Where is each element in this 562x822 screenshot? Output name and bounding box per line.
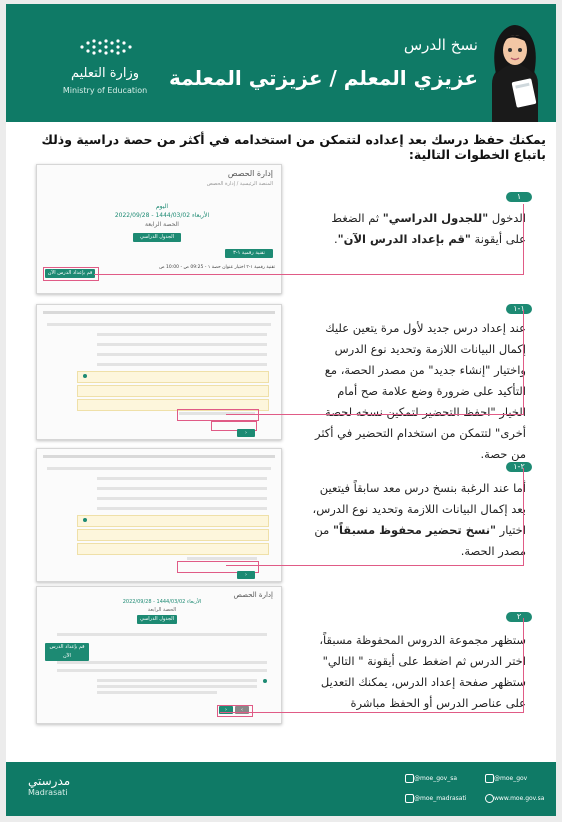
footer-banner <box>6 762 556 816</box>
schedule-button[interactable]: الجدول الدراسي <box>133 233 181 242</box>
step-2-text <box>308 630 526 714</box>
screenshot-date: الأربعاء 1444/03/02 - 2022/09/28 <box>114 212 210 219</box>
social-twitter-2[interactable] <box>402 794 467 803</box>
header-title: عزيزي المعلم / عزيزتي المعلمة <box>168 66 478 90</box>
step-badge: ١-١ <box>506 304 532 314</box>
text-part: ستظهر مجموعة الدروس المحفوظة مسبقاً، اختر الدرس ثم اضغط على أيقونة " التالي" <box>319 633 526 668</box>
screenshot-title: إدارة الحصص <box>227 169 273 178</box>
schedule-button[interactable]: الجدول الدراسي <box>137 615 177 624</box>
teacher-avatar-icon <box>484 14 546 122</box>
ministry-name-en: Ministry of Education <box>62 86 148 95</box>
text-emphasis: "نسخ تحضير محفوظ مسبقاً" <box>332 523 497 537</box>
header-banner <box>6 4 556 122</box>
connector-line <box>220 712 524 713</box>
connector-line <box>523 468 524 565</box>
step-2-screenshot <box>36 586 282 724</box>
handle-text: @moe_madrasati <box>414 795 467 802</box>
connector-line <box>94 274 524 275</box>
globe-icon <box>485 794 494 803</box>
text-part: عند إعداد درس جديد لأول مرة يتعين عليك إكمال البيانات اللازمة وتحديد نوع الدرس واختيار "إنشاء جديد" من مصدر الحصة، مع التأكيد على ضرورة وضع علامة صح أمام الخيار "احفظ التحضير لتمكين نسخه لحصة أخرى" لتتمكن من استخدام التحضير في أكثر من حصة. <box>314 321 526 461</box>
step-1-text <box>321 208 526 250</box>
website-link[interactable] <box>482 794 544 803</box>
madrasati-logo <box>28 774 70 797</box>
ministry-name-ar: وزارة التعليم <box>70 66 140 81</box>
text-part: ستظهر صفحة إعداد الدرس، يمكنك التعديل على عناصر الدرس أو الحفظ مباشرة <box>320 675 526 710</box>
step-badge: ٢-١ <box>506 462 532 472</box>
madrasati-ar: مدرستي <box>28 774 71 788</box>
step-1-1-text <box>308 318 526 465</box>
text-part: أما عند الرغبة بنسخ درس معد سابقاً فيتعين بعد إكمال البيانات اللازمة وتحديد نوع الدرس، اختيار <box>312 481 526 537</box>
text-part: ثم الضغط على أيقونة <box>331 211 526 246</box>
class-tab[interactable]: تقنية رقمية ١-٣ <box>225 249 273 258</box>
ministry-logo <box>60 34 150 104</box>
screenshot-date: الأربعاء 1444/03/02 - 2022/09/28 <box>122 599 202 605</box>
text-part: . <box>334 232 338 246</box>
step-1-1-screenshot <box>36 304 282 440</box>
madrasati-en: Madrasati <box>28 788 68 797</box>
intro-text: يمكنك حفظ درسك بعد إعداده لتتمكن من استخدامه في أكثر من حصة دراسية وذلك باتباع الخطوات التالية: <box>41 132 546 162</box>
connector-line <box>523 310 524 414</box>
document-page <box>6 4 556 816</box>
step-2-1-screenshot <box>36 448 282 582</box>
ministry-dots-icon <box>78 38 134 56</box>
connector-line <box>226 565 524 566</box>
next-button[interactable]: › <box>237 571 255 579</box>
prepare-lesson-button[interactable]: قم بإعداد الدرس الآن <box>45 643 89 661</box>
step-1 <box>6 164 556 304</box>
step-badge: ٢ <box>506 612 532 622</box>
text-emphasis: "للجدول الدراسي" <box>382 211 489 225</box>
connector-line <box>523 204 524 274</box>
connector-line <box>226 414 524 415</box>
social-twitter-1[interactable] <box>402 774 457 783</box>
screenshot-breadcrumb: المنصة الرئيسية / إدارة الحصص <box>206 181 273 187</box>
next-button[interactable]: › <box>237 429 255 437</box>
handle-text: @moe_gov <box>494 775 528 782</box>
screenshot-period: الحصة الرابعة <box>145 221 179 228</box>
screenshot-title: إدارة الحصص <box>233 591 273 599</box>
step-2-1-text <box>308 478 526 562</box>
social-instagram[interactable] <box>482 774 527 783</box>
screenshot-period: الحصة الرابعة <box>147 607 177 613</box>
step-1-1 <box>6 304 556 461</box>
handle-text: @moe_gov_sa <box>414 775 458 782</box>
back-button[interactable]: ‹ <box>235 706 249 714</box>
next-button[interactable]: › <box>219 706 233 714</box>
connector-line <box>523 618 524 712</box>
step-2 <box>6 586 556 726</box>
header-subtitle: نسخ الدرس <box>403 36 478 54</box>
website-text: www.moe.gov.sa <box>494 795 545 802</box>
instagram-icon <box>485 774 494 783</box>
twitter-icon <box>405 774 414 783</box>
step-badge: ١ <box>506 192 532 202</box>
text-part: من مصدر الحصة. <box>314 523 526 558</box>
class-row-text: تقنية رقمية ١-٣ اختيار عنوان حصة ١ - 09:25 ص - 10:00 ص <box>159 265 275 270</box>
screenshot-day: اليوم <box>155 203 169 210</box>
highlight-box <box>177 409 259 421</box>
text-emphasis: "قم بإعداد الدرس الآن" <box>337 232 471 246</box>
text-part: الدخول <box>488 211 526 225</box>
prepare-lesson-button[interactable]: قم بإعداد الدرس الآن <box>45 269 95 278</box>
twitter-icon <box>405 794 414 803</box>
step-2-1 <box>6 448 556 584</box>
